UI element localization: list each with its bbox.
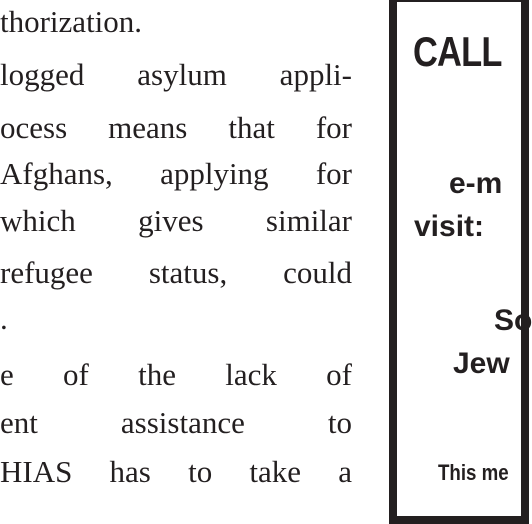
article-line: which gives similar [0, 203, 352, 238]
ad-email-line: e-m [449, 167, 503, 200]
ad-visit-line: visit: [414, 210, 485, 243]
article-line: Afghans, applying for [0, 156, 352, 191]
article-line: . [0, 301, 8, 336]
article-line: HIAS has to take a [0, 454, 352, 489]
ad-text-line: Jew [453, 347, 510, 380]
article-line: ocess means that for [0, 110, 352, 145]
article-line: logged asylum appli- [0, 57, 352, 92]
article-line: thorization. [0, 4, 143, 39]
article-line: refugee status, could [0, 255, 352, 290]
advertisement-box [389, 0, 532, 524]
ad-footer-note: This me [438, 460, 509, 485]
ad-title: CALL [413, 28, 502, 75]
article-line: ent assistance to [0, 405, 352, 440]
article-line: e of the lack of [0, 357, 352, 392]
ad-text-line: So [494, 304, 532, 337]
